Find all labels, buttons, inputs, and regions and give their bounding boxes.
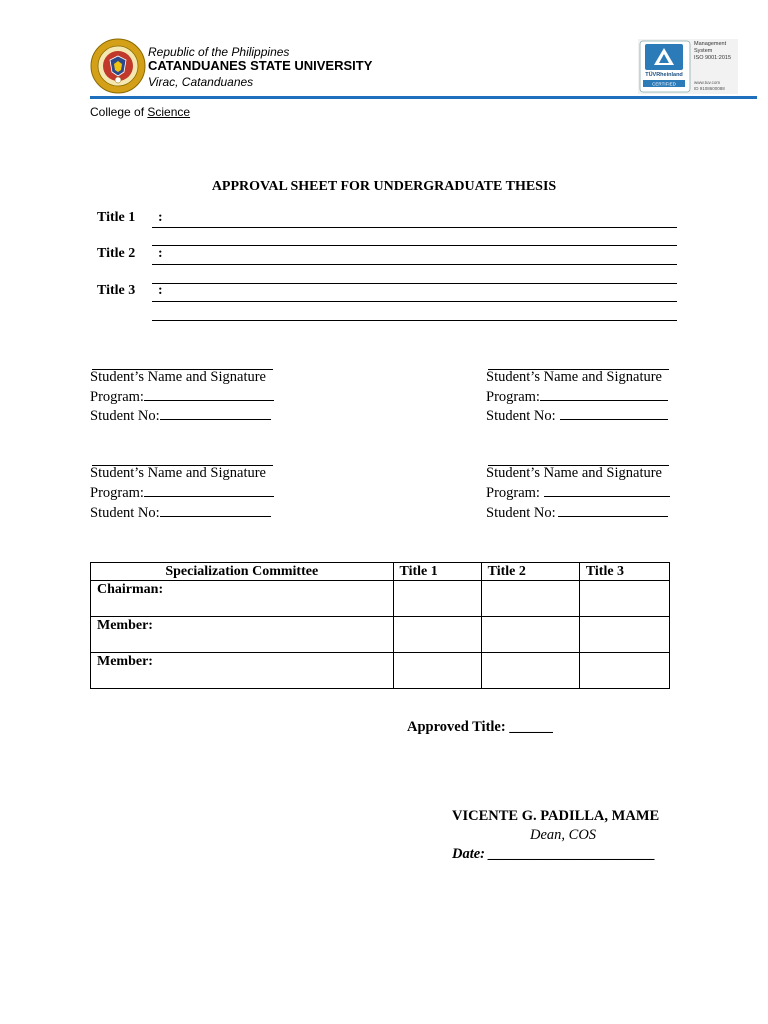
student-3-sig-label: Student’s Name and Signature (90, 465, 266, 481)
table-row (91, 617, 670, 653)
student-1-sig-label: Student’s Name and Signature (90, 369, 266, 385)
cert-line: ISO 9001:2015 (694, 55, 732, 61)
table-cell[interactable] (481, 581, 579, 617)
column-header-committee: Specialization Committee (91, 563, 394, 581)
cert-id: ID 9108600088 (694, 85, 725, 91)
title-3-line[interactable] (152, 301, 677, 302)
student-4-sig-label: Student’s Name and Signature (486, 465, 662, 481)
student-2-number (486, 407, 668, 425)
program-label: Program: (90, 389, 144, 405)
student-no-field[interactable] (160, 504, 271, 517)
title-2-label: Title 2 (97, 246, 136, 261)
table-row (91, 581, 670, 617)
student-1-number (90, 407, 271, 425)
student-no-label: Student No: (486, 505, 556, 521)
document-title: APPROVAL SHEET FOR UNDERGRADUATE THESIS (211, 179, 557, 194)
student-no-field[interactable] (560, 407, 668, 420)
table-cell[interactable] (579, 617, 669, 653)
cert-id-block (694, 80, 738, 91)
date-field[interactable]: Date: _______________________ (452, 846, 656, 862)
approved-title-field[interactable]: Approved Title: ______ (407, 719, 553, 735)
student-no-label: Student No: (486, 408, 556, 424)
cert-url: www.tuv.com (694, 80, 721, 85)
column-header-title-3: Title 3 (579, 563, 669, 581)
college-line (90, 105, 190, 119)
table-cell[interactable] (579, 581, 669, 617)
program-field[interactable] (144, 388, 274, 401)
column-header-title-2: Title 2 (481, 563, 579, 581)
title-1-line-2[interactable] (152, 245, 677, 246)
cert-line: Management (694, 41, 727, 47)
university-location: Virac, Catanduanes (148, 75, 254, 89)
dean-name: VICENTE G. PADILLA, MAME (452, 808, 660, 824)
program-field[interactable] (540, 388, 668, 401)
table-cell[interactable] (393, 617, 481, 653)
cert-brand: TÜVRheinland (645, 72, 683, 78)
university-name: CATANDUANES STATE UNIVERSITY (148, 58, 373, 73)
student-3-program (90, 484, 274, 502)
table-cell[interactable] (579, 653, 669, 689)
committee-role-member: Member: (91, 653, 394, 689)
dean-position: Dean, COS (530, 827, 597, 843)
column-header-title-1: Title 1 (393, 563, 481, 581)
republic-text: Republic of the Philippines (148, 45, 290, 59)
cert-line: System (694, 48, 713, 54)
title-3-colon: : (158, 283, 163, 298)
title-2-colon: : (158, 246, 163, 261)
title-3-line-2[interactable] (152, 320, 677, 321)
student-3-number (90, 504, 271, 522)
student-no-field[interactable] (160, 407, 271, 420)
program-field[interactable] (144, 484, 274, 497)
student-2-sig-label: Student’s Name and Signature (486, 369, 662, 385)
committee-table (90, 562, 670, 689)
program-label: Program: (486, 485, 540, 501)
cert-badge: CERTIFIED (652, 81, 676, 87)
header-divider (90, 96, 757, 99)
university-seal-logo (90, 38, 146, 94)
table-header-row (91, 563, 670, 581)
student-2-program (486, 388, 668, 406)
table-cell[interactable] (393, 581, 481, 617)
table-cell[interactable] (481, 617, 579, 653)
student-no-field[interactable] (558, 504, 668, 517)
program-label: Program: (486, 389, 540, 405)
title-1-label: Title 1 (97, 210, 136, 225)
cert-description (694, 41, 738, 62)
title-1-line[interactable] (152, 227, 677, 228)
program-field[interactable] (544, 484, 670, 497)
student-no-label: Student No: (90, 505, 160, 521)
student-1-program (90, 388, 274, 406)
table-cell[interactable] (481, 653, 579, 689)
program-label: Program: (90, 485, 144, 501)
title-1-colon: : (158, 210, 163, 225)
table-cell[interactable] (393, 653, 481, 689)
title-3-label: Title 3 (97, 283, 136, 298)
title-2-line[interactable] (152, 264, 677, 265)
committee-role-chairman: Chairman: (91, 581, 394, 617)
title-2-line-2[interactable] (152, 283, 677, 284)
committee-role-member: Member: (91, 617, 394, 653)
college-name: Science (147, 105, 191, 119)
college-prefix: College of (90, 105, 148, 119)
student-no-label: Student No: (90, 408, 160, 424)
student-4-number (486, 504, 668, 522)
table-row (91, 653, 670, 689)
student-4-program (486, 484, 670, 502)
